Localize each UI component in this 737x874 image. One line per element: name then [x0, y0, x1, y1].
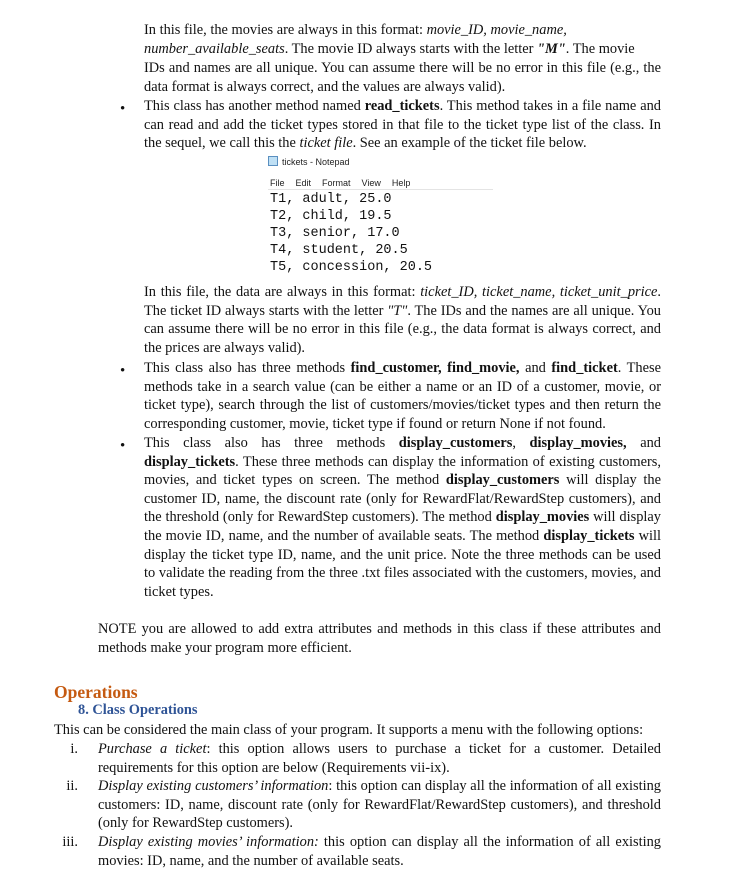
ticket-line: T3, senior, 17.0: [270, 226, 400, 241]
option-display-customers: Display existing customers’ information: this option can display all the information of all existing customers: ID, name, discount rate (only for RewardFlat/RewardStep customers), and threshold (only for RewardStep customers).: [98, 778, 661, 832]
operations-intro: This can be considered the main class of your program. It supports a menu with the following options:: [54, 722, 644, 738]
find-methods-bullet-text: This class also has three methods find_customer, find_movie, and find_ticket. These methods take in a search value (can be either a name or an ID of a customer, movie, or ticket type), search through the list of customers/movies/ticket types and then return the corresponding customer, movie, ticket type if found or return None if not found.: [144, 360, 661, 432]
note-paragraph: NOTE you are allowed to add extra attributes and methods in this class if these attributes and methods make your program more efficient.: [98, 621, 661, 656]
ticket-file-format-paragraph: In this file, the data are always in this format: ticket_ID, ticket_name, ticket_unit_price. The ticket ID always starts with the letter "T". The IDs and the names are all unique. You can assume there will be no error in this file (e.g., the data format is always correct, and the prices are always valid).: [144, 284, 661, 356]
list-number: iii.: [62, 834, 78, 850]
tickets-notepad-image: [268, 155, 493, 276]
class-operations-subheading: 8. Class Operations: [78, 702, 198, 718]
list-number: ii.: [66, 778, 78, 794]
display-methods-bullet-text: This class also has three methods display_customers, display_movies, and display_tickets. These three methods can display the information of existing customers, movies, and ticket types on screen. The method display_customers will display the customer ID, name, the discount rate (only for RewardFlat/RewardStep customers), and the threshold (only for RewardStep customers). The method display_movies will display the movie ID, name, and the number of available seats. The method display_tickets will display the ticket type ID, name, and the unit price. Note the three methods can be used to validate the reading from the three .txt files associated with the customers, movies, and ticket types.: [144, 435, 662, 600]
menu-format: Format: [322, 178, 351, 188]
movie-format-line1: In this file, the movies are always in this format: movie_ID, movie_name,: [144, 22, 567, 38]
read-tickets-bullet-text: This class has another method named read_tickets. This method takes in a file name and can read and add the ticket types stored in that file to the ticket type list of the class. In the sequel, we call this the ticket file. See an example of the ticket file below.: [144, 98, 661, 152]
ticket-line: T1, adult, 25.0: [270, 192, 392, 207]
menu-file: File: [270, 178, 285, 188]
menu-view: View: [361, 178, 381, 188]
list-number: i.: [70, 741, 78, 757]
ticket-line: T2, child, 19.5: [270, 209, 392, 224]
notepad-icon: [268, 156, 278, 166]
bullet-dot: •: [120, 101, 126, 117]
notepad-menu-bar: [268, 178, 493, 190]
bullet-dot: •: [120, 363, 126, 379]
option-display-movies: Display existing movies’ information: this option can display all the information of all existing movies: ID, name, and the number of available seats.: [98, 834, 661, 869]
notepad-title-bar: tickets - Notepad: [268, 155, 493, 169]
bullet-dot: •: [120, 438, 126, 454]
menu-edit: Edit: [295, 178, 312, 188]
operations-heading: Operations: [54, 682, 138, 702]
movie-format-rest: IDs and names are all unique. You can assume there will be no error in this file (e.g., the data format is always correct, and the values are always valid).: [144, 60, 661, 95]
menu-help: Help: [391, 178, 411, 188]
ticket-line: T4, student, 20.5: [270, 243, 408, 258]
movie-format-line2: number_available_seats. The movie ID always starts with the letter "M". The movie: [144, 41, 635, 57]
notepad-content: [270, 191, 493, 276]
option-purchase-ticket: Purchase a ticket: this option allows users to purchase a ticket for a customer. Detailed requirements for this option are below (Requirements vii-ix).: [98, 741, 661, 776]
ticket-line: T5, concession, 20.5: [270, 260, 433, 275]
